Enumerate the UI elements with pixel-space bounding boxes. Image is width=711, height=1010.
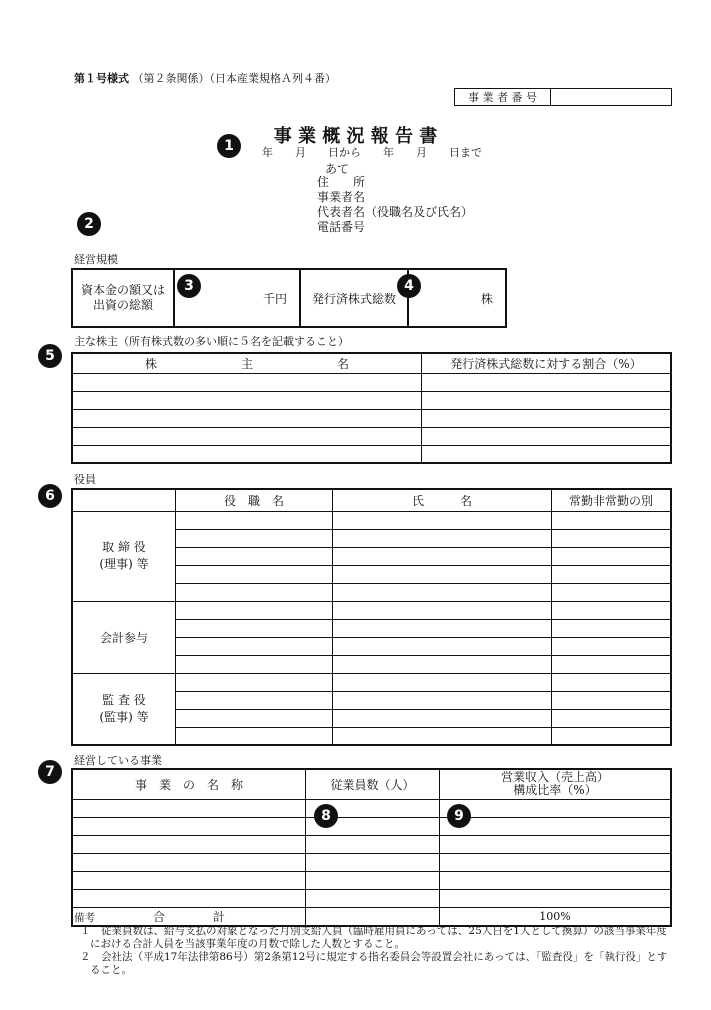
shares-field[interactable] bbox=[408, 269, 506, 327]
phone-label: 電話番号 bbox=[317, 220, 366, 234]
addressee: あて bbox=[325, 162, 350, 176]
note-2: ２ 会社法（平成17年法律第86号）第2条第12号に規定する指名委員会等設置会社にあっては、「監査役」を「執行役」とすること。 bbox=[80, 951, 668, 976]
table-row bbox=[72, 409, 671, 427]
operator-name-label: 事業者名 bbox=[317, 190, 366, 204]
business-name-header: 事 業 の 名 称 bbox=[72, 769, 306, 799]
marker-badge: 8 bbox=[314, 804, 338, 828]
notes-heading: 備考 bbox=[74, 912, 95, 924]
marker-badge: 5 bbox=[38, 344, 62, 368]
shares-label: 発行済株式総数 bbox=[300, 269, 408, 327]
table-row bbox=[72, 373, 671, 391]
shareholders-table bbox=[71, 352, 672, 464]
officer-group-auditors: 監 査 役 (監事) 等 bbox=[72, 673, 176, 745]
marker-badge: 7 bbox=[38, 760, 62, 784]
table-row bbox=[72, 889, 671, 907]
capital-unit: 千円 bbox=[262, 291, 287, 306]
table-row bbox=[72, 853, 671, 871]
note-1: １ 従業員数は、給与支払の対象となった月別支給人員（臨時雇用員にあっては、25人日を1人として換算）の該当事業年度における合計人員を当該事業年度の月数で除した人数とすること。 bbox=[80, 925, 667, 950]
officers-table bbox=[71, 488, 672, 746]
table-row bbox=[72, 835, 671, 853]
period-line: 年 月 日から 年 月 日まで bbox=[262, 146, 482, 159]
shares-unit: 株 bbox=[480, 291, 493, 306]
form-number: 第１号様式 （第２条関係）（日本産業規格Ａ列４番） bbox=[74, 72, 336, 85]
capital-label: 資本金の額又は出資の総額 bbox=[72, 269, 174, 327]
marker-badge: 4 bbox=[397, 274, 421, 298]
page-title: 事 業 概 況 報 告 書 bbox=[273, 126, 438, 147]
marker-badge: 3 bbox=[177, 274, 201, 298]
table-row bbox=[72, 445, 671, 463]
representative-label: 代表者名（役職名及び氏名） bbox=[317, 205, 474, 219]
operator-number-field[interactable] bbox=[551, 89, 672, 106]
officer-group-accounting-advisor: 会計参与 bbox=[72, 601, 176, 673]
business-table bbox=[71, 768, 672, 927]
notes bbox=[74, 912, 668, 977]
table-row bbox=[72, 391, 671, 409]
business-employees-header: 従業員数（人） bbox=[306, 769, 440, 799]
section-label-officers: 役員 bbox=[74, 473, 96, 486]
operator-number-label: 事 業 者 番 号 bbox=[455, 89, 551, 106]
shareholder-ratio-header: 発行済株式総数に対する割合（%） bbox=[422, 353, 672, 373]
submitter-block bbox=[317, 175, 473, 235]
officer-name-header: 氏 名 bbox=[333, 489, 552, 511]
section-label-scale: 経営規模 bbox=[74, 253, 118, 266]
operator-number-box bbox=[454, 88, 672, 106]
shareholder-name-header: 株 主 名 bbox=[72, 353, 422, 373]
table-row bbox=[72, 871, 671, 889]
marker-badge: 2 bbox=[77, 212, 101, 236]
table-row bbox=[72, 799, 671, 817]
business-revenue-header: 営業収入（売上高） 構成比率（%） bbox=[440, 769, 672, 799]
officer-type-header: 常勤非常勤の別 bbox=[552, 489, 672, 511]
table-row bbox=[72, 427, 671, 445]
address-label: 住 所 bbox=[317, 175, 366, 189]
officer-title-header: 役 職 名 bbox=[176, 489, 333, 511]
total-label: 合 計 bbox=[72, 907, 306, 926]
officer-group-directors: 取 締 役 (理事) 等 bbox=[72, 511, 176, 601]
marker-badge: 9 bbox=[447, 804, 471, 828]
section-label-business: 経営している事業 bbox=[74, 754, 162, 767]
section-label-shareholders: 主な株主（所有株式数の多い順に５名を記載すること） bbox=[74, 335, 349, 348]
marker-badge: 6 bbox=[38, 484, 62, 508]
officer-group-header bbox=[72, 489, 176, 511]
marker-badge: 1 bbox=[217, 134, 241, 158]
table-row bbox=[72, 817, 671, 835]
scale-table bbox=[71, 268, 507, 328]
total-ratio: 100% bbox=[440, 907, 672, 926]
